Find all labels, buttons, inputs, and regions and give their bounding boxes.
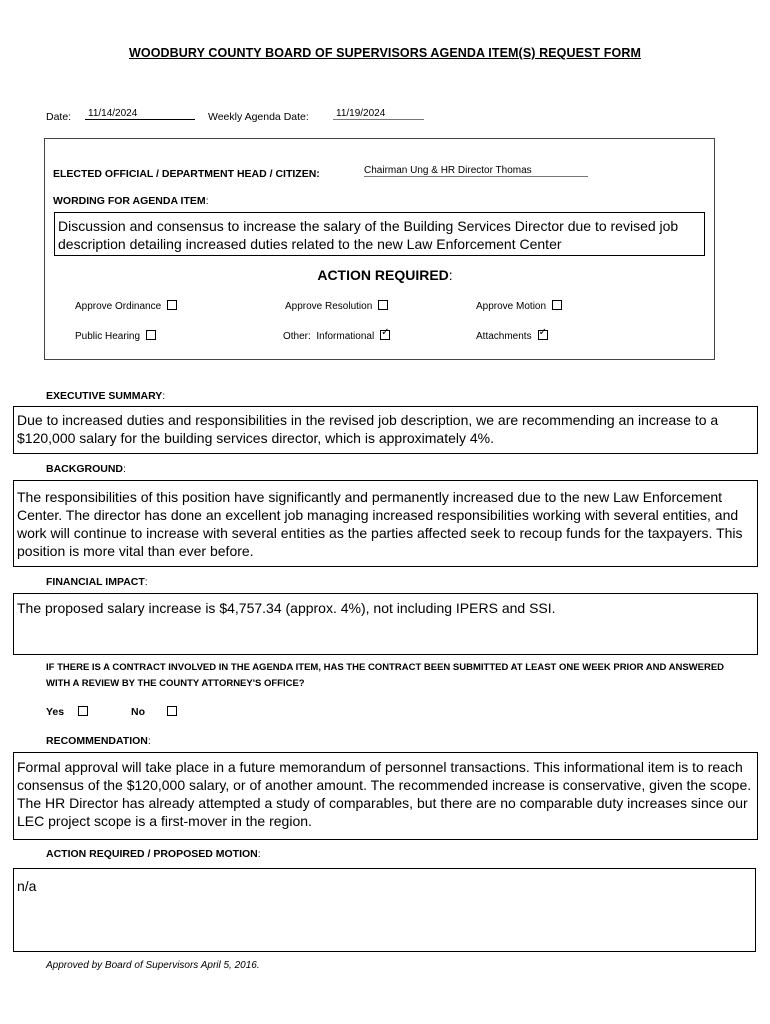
form-title: WOODBURY COUNTY BOARD OF SUPERVISORS AGENDA ITEM(S) REQUEST FORM — [129, 46, 641, 60]
background-label: BACKGROUND: — [46, 463, 126, 475]
date-label: Date: — [46, 111, 72, 123]
financial-impact-field[interactable]: The proposed salary increase is $4,757.34 (approx. 4%), not including IPERS and SSI. — [13, 593, 758, 655]
approve-motion-option[interactable]: Approve Motion — [476, 301, 562, 312]
weekly-agenda-date-label: Weekly Agenda Date: — [208, 111, 309, 123]
recommendation-label: RECOMMENDATION: — [46, 735, 151, 747]
weekly-agenda-date-field[interactable]: 11/19/2024 — [333, 108, 424, 120]
approval-footer: Approved by Board of Supervisors April 5, 2016. — [46, 960, 260, 971]
approve-resolution-checkbox[interactable] — [378, 300, 388, 310]
contract-yes-option[interactable]: Yes — [46, 706, 88, 718]
attachments-option[interactable]: Attachments✓ — [476, 331, 548, 342]
approve-motion-checkbox[interactable] — [552, 300, 562, 310]
contract-question: IF THERE IS A CONTRACT INVOLVED IN THE AGENDA ITEM, HAS THE CONTRACT BEEN SUBMITTED AT LEAST ONE WEEK PRIOR AND ANSWERED WITH A REVIEW BY THE COUNTY ATTORNEY'S OFFICE? — [46, 662, 725, 689]
recommendation-field[interactable]: Formal approval will take place in a future memorandum of personnel transactions. This informational item is to reach consensus of the $120,000 salary, or of another amount. The recommended increase is conservative, given the scope. The HR Director has already attempted a study of comparables, but there are no comparable duty increases since our LEC project scope is a first-mover in the region. — [13, 752, 758, 840]
other-option[interactable]: Other: Informational✓ — [283, 331, 390, 342]
contract-yes-checkbox[interactable] — [78, 706, 88, 716]
official-field[interactable]: Chairman Ung & HR Director Thomas — [364, 165, 588, 177]
wording-label: WORDING FOR AGENDA ITEM: — [53, 195, 209, 207]
proposed-motion-field[interactable]: n/a — [13, 868, 756, 952]
executive-summary-field[interactable]: Due to increased duties and responsibilities in the revised job description, we are recommending an increase to a $120,000 salary for the building services director, which is approximately 4%. — [13, 406, 758, 454]
contract-no-checkbox[interactable] — [167, 706, 177, 716]
action-required-title: ACTION REQUIRED: — [317, 267, 453, 283]
background-field[interactable]: The responsibilities of this position have significantly and permanently increased due to the new Law Enforcement Center. The director has done an excellent job managing increased responsibilities working with several entities, and work will continue to increase with several entities as the parties affected seek to recoup funds for the taxpayers. This position is more vital than ever before. — [13, 480, 758, 567]
proposed-motion-label: ACTION REQUIRED / PROPOSED MOTION: — [46, 848, 261, 860]
wording-field[interactable]: Discussion and consensus to increase the salary of the Building Services Director due to revised job description detailing increased duties related to the new Law Enforcement Center — [54, 212, 705, 256]
executive-summary-label: EXECUTIVE SUMMARY: — [46, 390, 166, 402]
public-hearing-option[interactable]: Public Hearing — [75, 331, 156, 342]
contract-no-option[interactable]: No — [131, 706, 177, 718]
approve-resolution-option[interactable]: Approve Resolution — [285, 301, 388, 312]
other-checkbox[interactable] — [380, 330, 390, 340]
public-hearing-checkbox[interactable] — [146, 330, 156, 340]
financial-impact-label: FINANCIAL IMPACT: — [46, 576, 148, 588]
approve-ordinance-checkbox[interactable] — [167, 300, 177, 310]
approve-ordinance-option[interactable]: Approve Ordinance — [75, 301, 177, 312]
official-label: ELECTED OFFICIAL / DEPARTMENT HEAD / CITIZEN: — [53, 168, 320, 180]
date-field[interactable]: 11/14/2024 — [85, 108, 195, 120]
attachments-checkbox[interactable] — [538, 330, 548, 340]
